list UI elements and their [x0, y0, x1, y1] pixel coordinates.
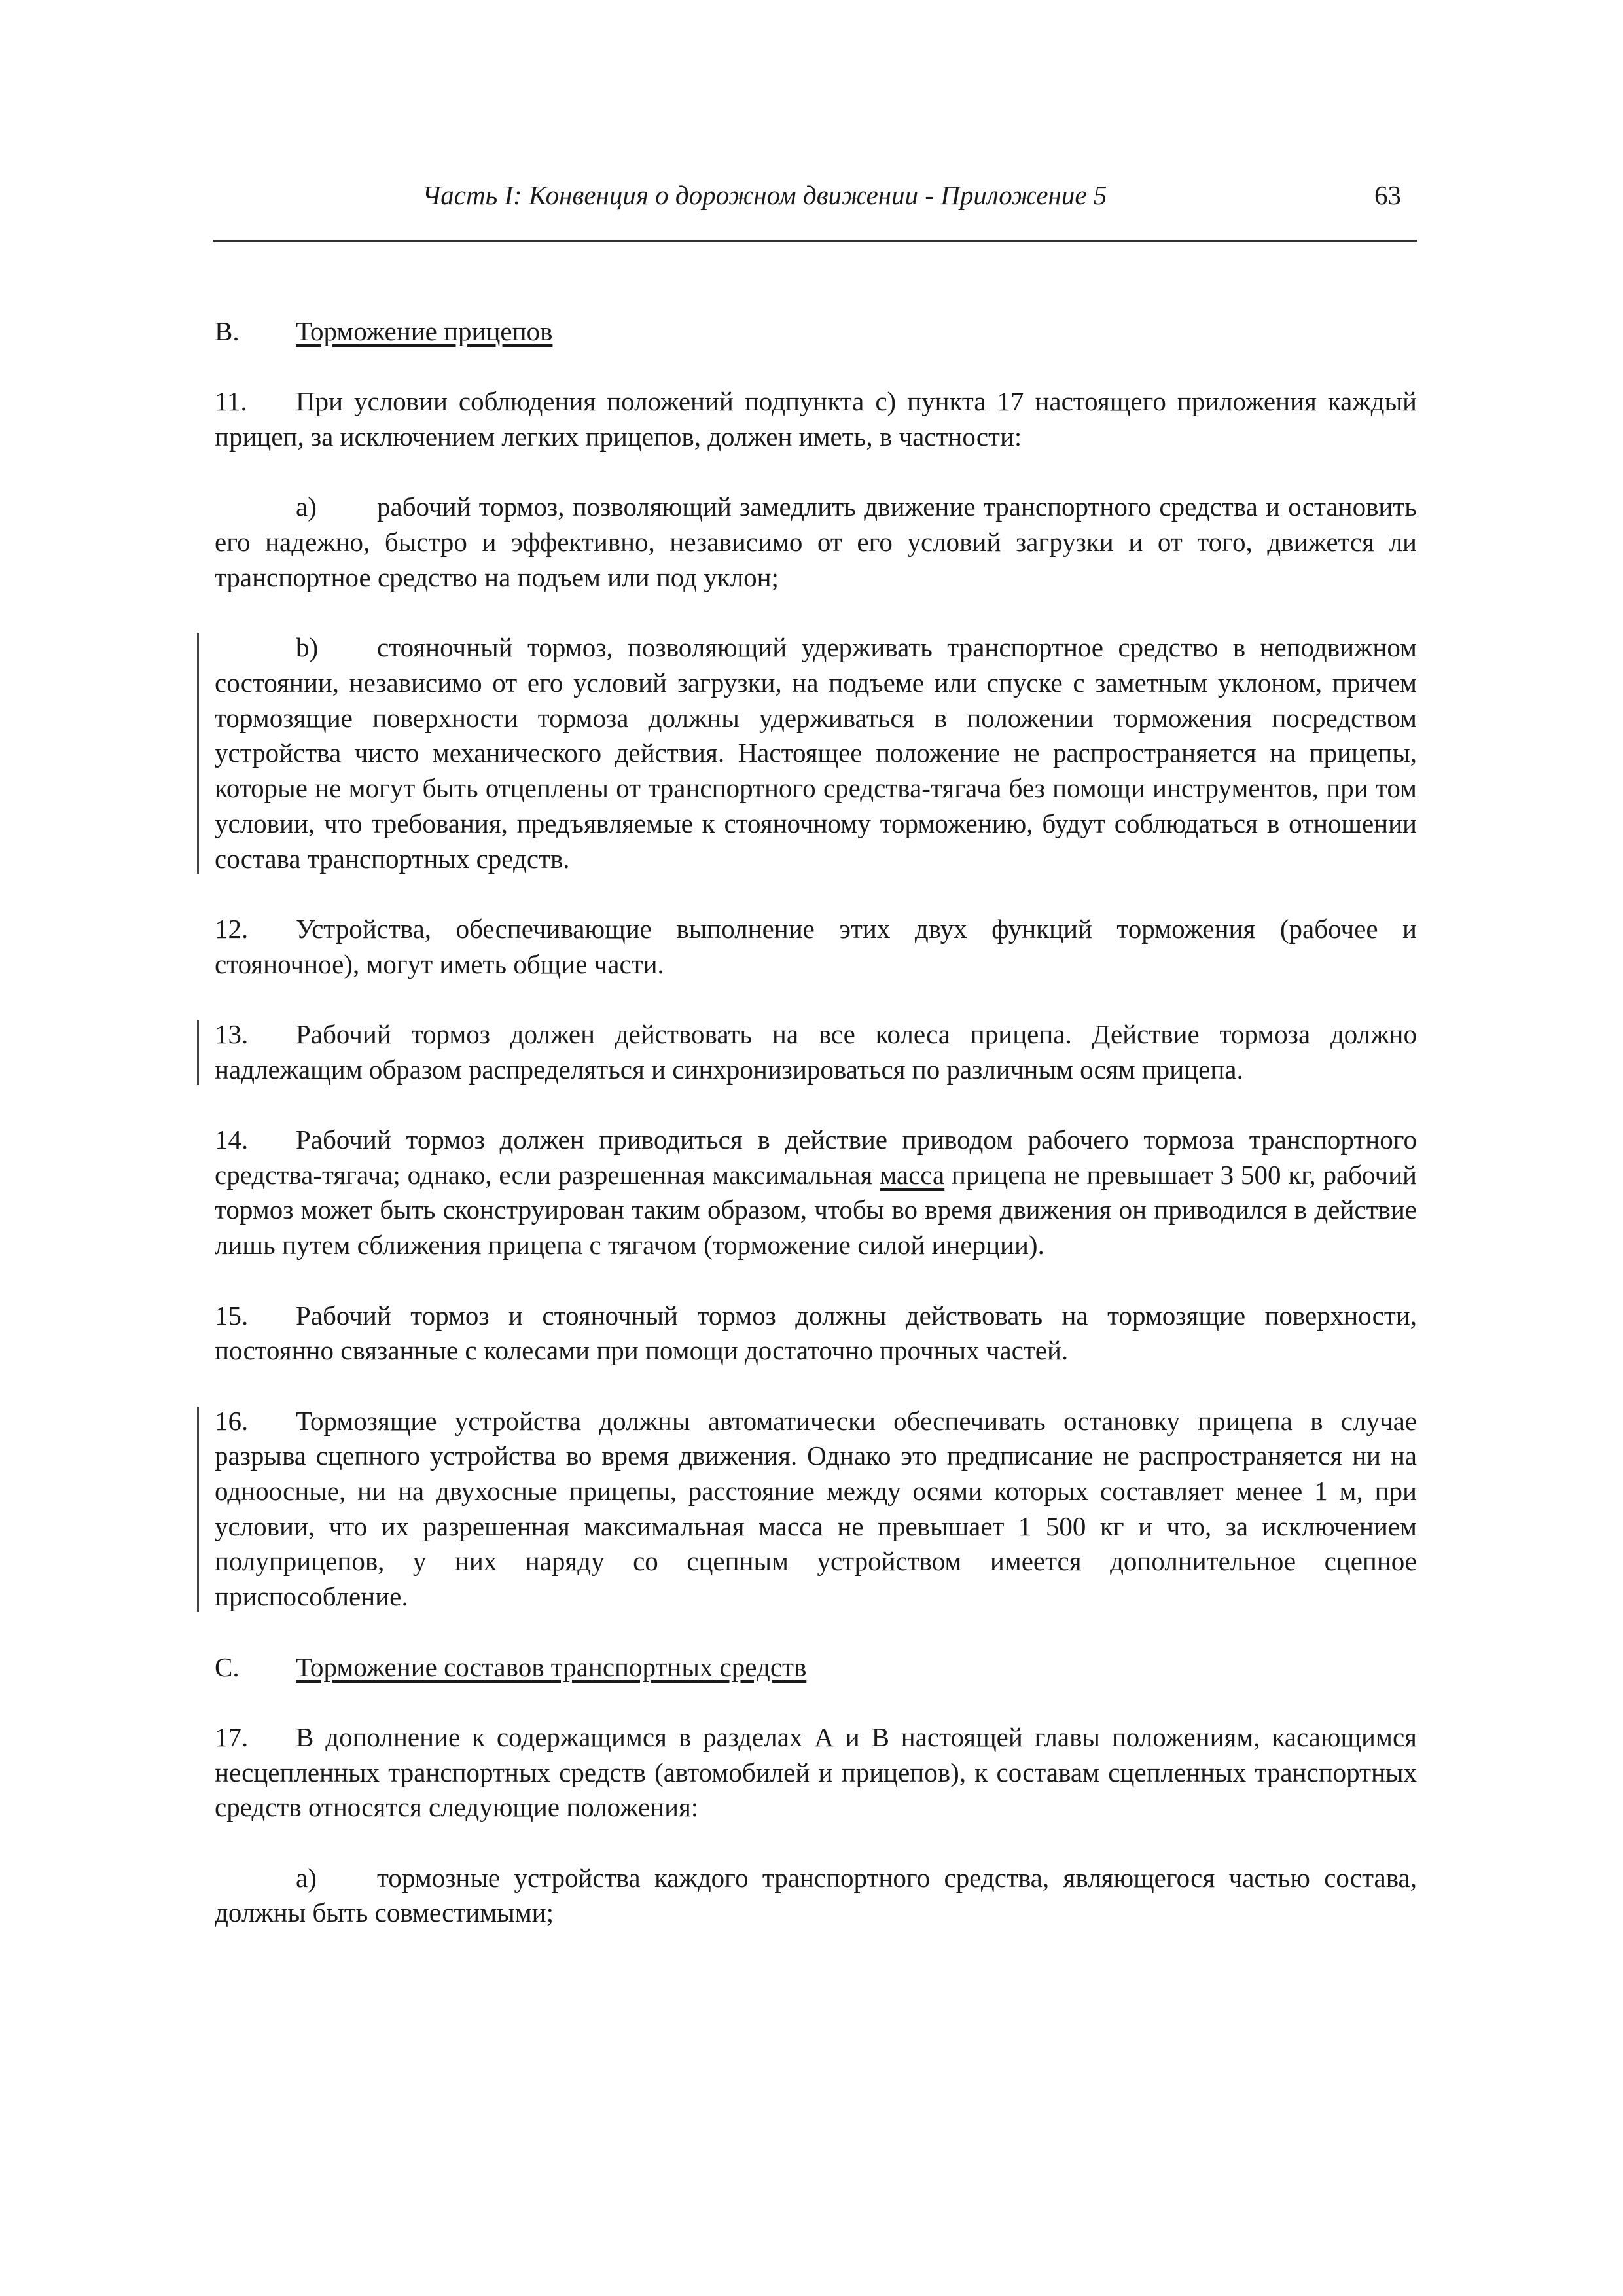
paragraph-number: 13. — [215, 1018, 249, 1049]
paragraph-text: Рабочий тормоз и стояночный тормоз должны действовать на тормозящие поверхности, постоянно связанные с колесами при помощи достаточно прочных частей. — [215, 1300, 1417, 1366]
paragraph-text: Рабочий тормоз должен приводиться в действие приводом рабочего тормоза транспортного средства-тягача; однако, если разрешенная максимальная — [215, 1124, 1417, 1190]
paragraph-text: При условии соблюдения положений подпункта c) пункта 17 настоящего приложения каждый прицеп, за исключением легких прицепов, должен иметь, в частности: — [215, 386, 1417, 452]
paragraph-text: В дополнение к содержащимся в разделах А и В настоящей главы положениям, касающимся несцепленных транспортных средств (автомобилей и прицепов), к составам сцепленных транспортных средств относятся следующие положения: — [215, 1721, 1417, 1823]
subparagraph-11b — [215, 630, 1417, 876]
paragraph-number: 17. — [215, 1721, 249, 1752]
paragraph-number: 11. — [215, 386, 247, 417]
subparagraph-letter: a) — [296, 492, 317, 522]
paragraph-17 — [215, 1720, 1417, 1825]
paragraph-text: Устройства, обеспечивающие выполнение этих двух функций торможения (рабочее и стояночное), могут иметь общие части. — [215, 913, 1417, 979]
subparagraph-17a — [215, 1861, 1417, 1931]
section-heading-c — [215, 1650, 1417, 1685]
paragraph-11 — [215, 384, 1417, 454]
section-title: Торможение прицепов — [296, 316, 553, 346]
paragraph-text: Тормозящие устройства должны автоматически обеспечивать остановку прицепа в случае разрыва сцепного устройства во время движения. Однако это предписание не распространяется ни на одноосные, ни на двухосные прицепы, расстояние между осями которых составляет менее 1 м, при условии, что их разрешенная максимальная масса не превышает 1 500 кг и что, за исключением полуприцепов, у них наряду со сцепным устройством имеется дополнительное сцепное приспособление. — [215, 1405, 1417, 1612]
subparagraph-text: рабочий тормоз, позволяющий замедлить движение транспортного средства и остановить его надежно, быстро и эффективно, независимо от его условий загрузки и от того, движется ли транспортное средство на подъем или под уклон; — [215, 492, 1417, 592]
running-title: Часть I: Конвенция о дорожном движении - Приложение 5 — [422, 180, 1107, 210]
subparagraph-11a — [215, 490, 1417, 595]
paragraph-14 — [215, 1122, 1417, 1263]
underlined-term: масса — [880, 1159, 945, 1190]
subparagraph-letter: b) — [296, 632, 319, 663]
paragraph-15 — [215, 1299, 1417, 1369]
subparagraph-letter: a) — [296, 1862, 317, 1893]
paragraph-number: 15. — [215, 1300, 249, 1331]
paragraph-12 — [215, 912, 1417, 982]
paragraph-text-continued: прицепа не превышает 3 500 кг, рабочий тормоз может быть сконструирован таким образом, чтобы во время движения он приводился в действие лишь путем сближения прицепа с тягачом (торможение силой инерции). — [215, 1159, 1418, 1261]
header-divider — [213, 240, 1417, 242]
paragraph-16 — [215, 1404, 1417, 1615]
paragraph-number: 16. — [215, 1405, 249, 1436]
paragraph-number: 14. — [215, 1124, 249, 1155]
subparagraph-text: тормозные устройства каждого транспортного средства, являющегося частью состава, должны быть совместимыми; — [215, 1862, 1417, 1928]
revision-bar — [197, 633, 199, 874]
section-title: Торможение составов транспортных средств — [296, 1651, 807, 1682]
document-body — [215, 314, 1417, 1966]
subparagraph-text: стояночный тормоз, позволяющий удерживать транспортное средство в неподвижном состоянии, независимо от его условий загрузки, на подъеме или спуске с заметным уклоном, причем тормозящие поверхности тормоза должны удерживаться в положении торможения посредством устройства чисто механического действия. Настоящее положение не распространяется на прицепы, которые не могут быть отцеплены от транспортного средства-тягача без помощи инструментов, при том условии, что требования, предъявляемые к стояночному торможению, будут соблюдаться в отношении состава транспортных средств. — [215, 632, 1417, 874]
revision-bar — [197, 1020, 199, 1085]
paragraph-text: Рабочий тормоз должен действовать на все колеса прицепа. Действие тормоза должно надлежащим образом распределяться и синхронизироваться по различным осям прицепа. — [215, 1018, 1417, 1085]
section-letter: B. — [215, 316, 240, 346]
section-letter: C. — [215, 1651, 240, 1682]
page-header — [213, 175, 1417, 228]
paragraph-13 — [215, 1017, 1417, 1087]
page-number: 63 — [1374, 180, 1401, 210]
section-heading-b — [215, 314, 1417, 350]
revision-bar — [197, 1407, 199, 1612]
paragraph-number: 12. — [215, 913, 249, 944]
